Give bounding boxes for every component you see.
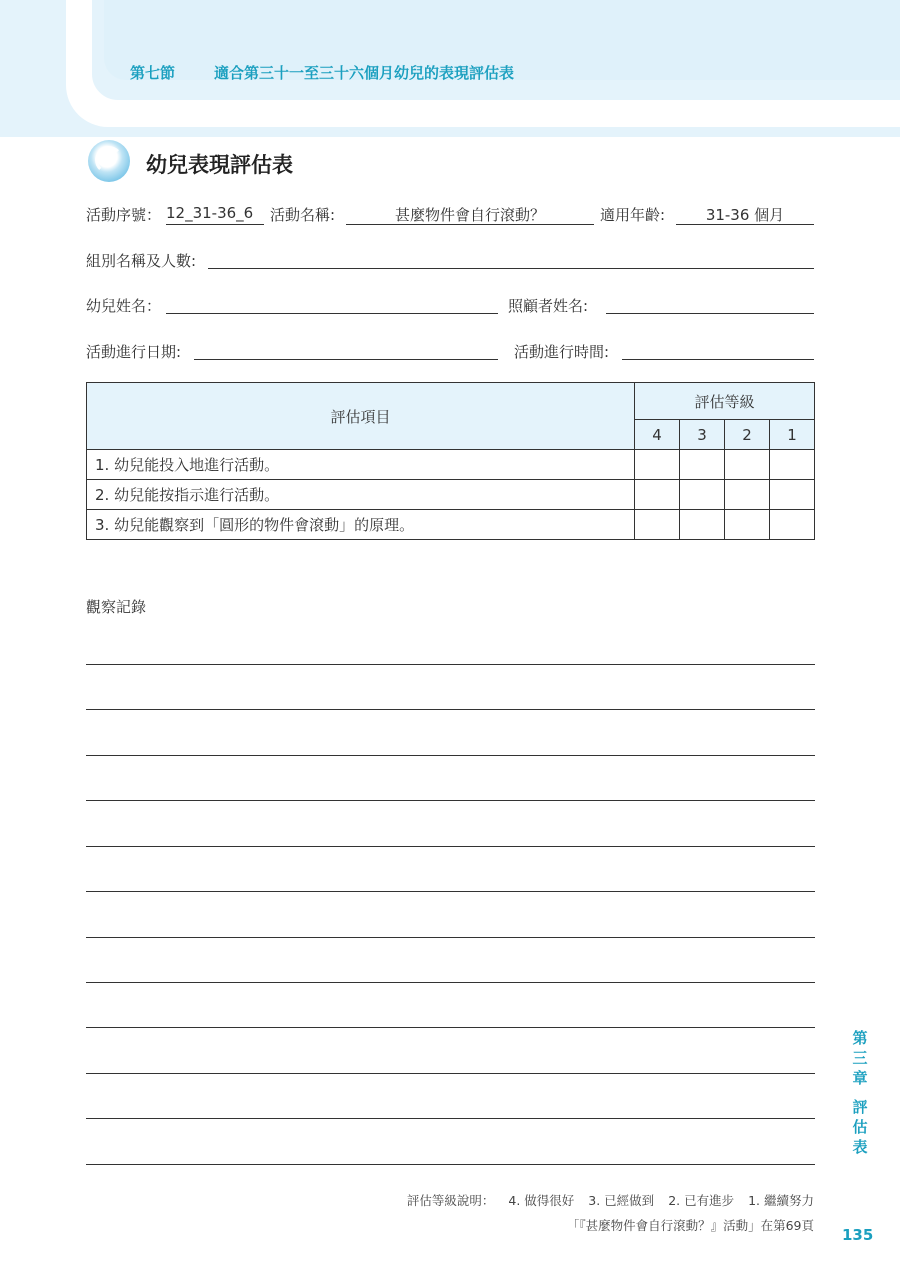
carer-name-label: 照顧者姓名: — [508, 297, 589, 315]
date-field[interactable] — [194, 339, 498, 360]
item-header: 評估項目 — [87, 383, 635, 450]
grade-cell[interactable] — [770, 480, 815, 510]
grade-legend — [407, 1191, 814, 1209]
legend-item: 1. 繼續努力 — [748, 1193, 814, 1208]
table-row — [87, 510, 815, 540]
grade-1-header: 1 — [770, 420, 815, 450]
grade-cell[interactable] — [770, 510, 815, 540]
side-tab-chapter — [850, 1028, 870, 1088]
grade-cell[interactable] — [770, 450, 815, 480]
side-tab-char: 第 — [852, 1029, 868, 1047]
page-title: 幼兒表現評估表 — [146, 153, 293, 177]
child-name-label: 幼兒姓名： — [86, 297, 162, 315]
section-number: 第七節 — [130, 64, 176, 82]
item-text: 2. 幼兒能按指示進行活動。 — [87, 480, 635, 510]
bubble-icon — [88, 140, 130, 182]
observation-line[interactable] — [86, 1164, 815, 1165]
side-tab-char: 表 — [852, 1138, 868, 1156]
age-value: 31-36 個月 — [676, 204, 814, 225]
side-tab-char: 三 — [852, 1049, 868, 1067]
observation-line[interactable] — [86, 755, 815, 756]
observation-line[interactable] — [86, 709, 815, 710]
observation-line[interactable] — [86, 1073, 815, 1074]
grade-cell[interactable] — [635, 510, 680, 540]
side-tab-char: 章 — [852, 1069, 868, 1087]
observation-line[interactable] — [86, 664, 815, 665]
evaluation-table — [86, 382, 815, 540]
legend-item: 2. 已有進步 — [668, 1193, 735, 1208]
observation-line[interactable] — [86, 800, 815, 801]
side-tab-topic — [850, 1097, 870, 1157]
carer-name-field[interactable] — [606, 293, 814, 314]
grade-cell[interactable] — [635, 480, 680, 510]
grade-4-header: 4 — [635, 420, 680, 450]
page-number: 135 — [842, 1226, 874, 1244]
table-header-row — [87, 383, 815, 420]
grade-cell[interactable] — [680, 450, 725, 480]
activity-reference: 「『甚麼物件會自行滾動？』活動」在第69頁 — [566, 1218, 814, 1233]
side-tab-char: 估 — [852, 1118, 868, 1136]
grade-3-header: 3 — [680, 420, 725, 450]
item-text: 1. 幼兒能投入地進行活動。 — [87, 450, 635, 480]
child-name-field[interactable] — [166, 293, 498, 314]
side-tab-char: 評 — [852, 1098, 868, 1116]
activity-name-value: 甚麼物件會自行滾動？ — [346, 204, 594, 225]
group-label: 組別名稱及人數: — [86, 252, 197, 270]
age-label: 適用年齡: — [600, 206, 666, 224]
group-field[interactable] — [208, 248, 814, 269]
table-row — [87, 450, 815, 480]
grade-2-header: 2 — [725, 420, 770, 450]
grade-cell[interactable] — [635, 450, 680, 480]
grade-cell[interactable] — [725, 510, 770, 540]
date-label: 活動進行日期: — [86, 343, 182, 361]
activity-no-value: 12_31-36_6 — [166, 204, 264, 225]
observation-line[interactable] — [86, 1027, 815, 1028]
grade-header: 評估等級 — [635, 383, 815, 420]
time-field[interactable] — [622, 339, 814, 360]
activity-name-label: 活動名稱: — [270, 206, 336, 224]
observation-line[interactable] — [86, 982, 815, 983]
grade-cell[interactable] — [725, 480, 770, 510]
table-row — [87, 480, 815, 510]
time-label: 活動進行時間: — [514, 343, 610, 361]
grade-cell[interactable] — [725, 450, 770, 480]
observation-line[interactable] — [86, 937, 815, 938]
legend-item: 4. 做得很好 — [508, 1193, 575, 1208]
observation-line[interactable] — [86, 891, 815, 892]
legend-item: 3. 已經做到 — [588, 1193, 655, 1208]
legend-label: 評估等級說明： — [406, 1193, 495, 1208]
activity-no-label: 活動序號： — [86, 206, 162, 224]
observation-line[interactable] — [86, 1118, 815, 1119]
item-text: 3. 幼兒能觀察到「圓形的物件會滾動」的原理。 — [87, 510, 635, 540]
grade-cell[interactable] — [680, 510, 725, 540]
grade-cell[interactable] — [680, 480, 725, 510]
observation-line[interactable] — [86, 846, 815, 847]
section-title: 適合第三十一至三十六個月幼兒的表現評估表 — [214, 64, 515, 82]
observation-label: 觀察記錄 — [86, 598, 147, 616]
